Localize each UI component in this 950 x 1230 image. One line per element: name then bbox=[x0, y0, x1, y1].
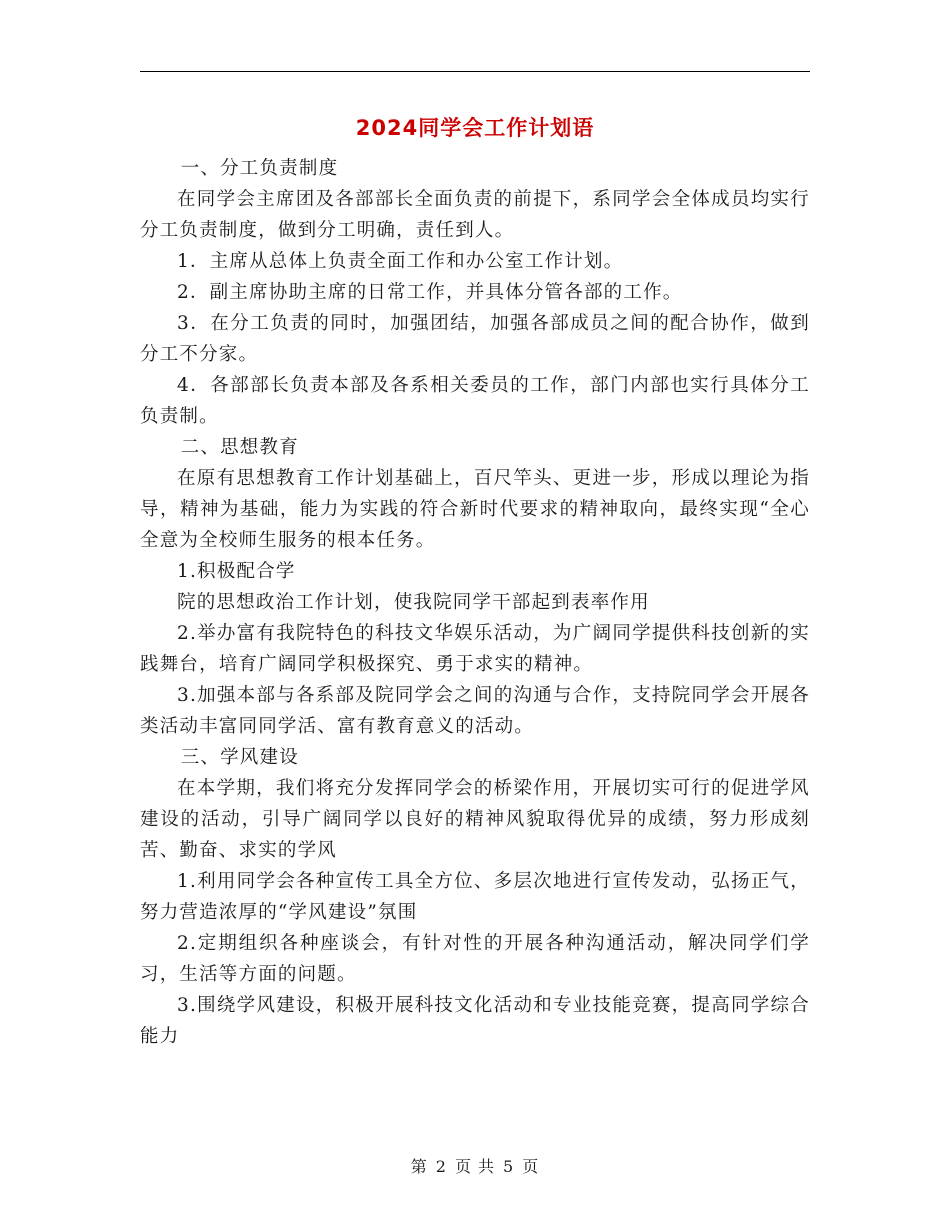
page-number: 2 bbox=[435, 1157, 447, 1176]
footer-mid: 页 共 bbox=[454, 1157, 496, 1176]
paragraph: 在本学期，我们将充分发挥同学会的桥梁作用，开展切实可行的促进学风建设的活动，引导广阔同学以良好的精神风貌取得优异的成绩，努力形成刻苦、勤奋、求实的学风 bbox=[140, 778, 810, 861]
paragraph: 在原有思想教育工作计划基础上，百尺竿头、更进一步，形成以理论为指导，精神为基础，能力为实践的符合新时代要求的精神取向，最终实现“全心全意为全校师生服务的根本任务。 bbox=[140, 468, 810, 551]
page-total: 5 bbox=[503, 1157, 515, 1176]
list-item: 1.利用同学会各种宣传工具全方位、多层次地进行宣传发动，弘扬正气，努力营造浓厚的“学风建设”氛围 bbox=[140, 871, 810, 923]
footer-prefix: 第 bbox=[410, 1157, 428, 1176]
list-item: 2．副主席协助主席的日常工作，并具体分管各部的工作。 bbox=[177, 282, 683, 303]
page-footer bbox=[0, 1154, 950, 1177]
list-item: 3.加强本部与各系部及院同学会之间的沟通与合作，支持院同学会开展各类活动丰富同同学活、富有教育意义的活动。 bbox=[140, 685, 810, 737]
paragraph: 院的思想政治工作计划，使我院同学干部起到表率作用 bbox=[177, 592, 650, 613]
section-heading: 二、思想教育 bbox=[180, 437, 299, 458]
section-heading: 一、分工负责制度 bbox=[180, 158, 339, 179]
list-item: 1.积极配合学 bbox=[177, 561, 296, 582]
list-item: 2.举办富有我院特色的科技文华娱乐活动，为广阔同学提供科技创新的实践舞台，培育广阔同学积极探究、勇于求实的精神。 bbox=[140, 623, 810, 675]
document-title: 2024同学会工作计划语 bbox=[355, 116, 595, 140]
list-item: 3.围绕学风建设，积极开展科技文化活动和专业技能竞赛，提高同学综合能力 bbox=[140, 995, 810, 1047]
list-item: 3．在分工负责的同时，加强团结，加强各部成员之间的配合协作，做到分工不分家。 bbox=[140, 313, 810, 365]
header-rule bbox=[140, 71, 810, 72]
footer-suffix: 页 bbox=[522, 1157, 540, 1176]
list-item: 4．各部部长负责本部及各系相关委员的工作，部门内部也实行具体分工负责制。 bbox=[140, 375, 810, 427]
section-heading: 三、学风建设 bbox=[180, 747, 299, 768]
paragraph: 在同学会主席团及各部部长全面负责的前提下，系同学会全体成员均实行分工负责制度，做到分工明确，责任到人。 bbox=[140, 189, 810, 241]
list-item: 2.定期组织各种座谈会，有针对性的开展各种沟通活动，解决同学们学习，生活等方面的问题。 bbox=[140, 933, 810, 985]
list-item: 1．主席从总体上负责全面工作和办公室工作计划。 bbox=[177, 251, 624, 272]
document-body bbox=[140, 153, 810, 1052]
